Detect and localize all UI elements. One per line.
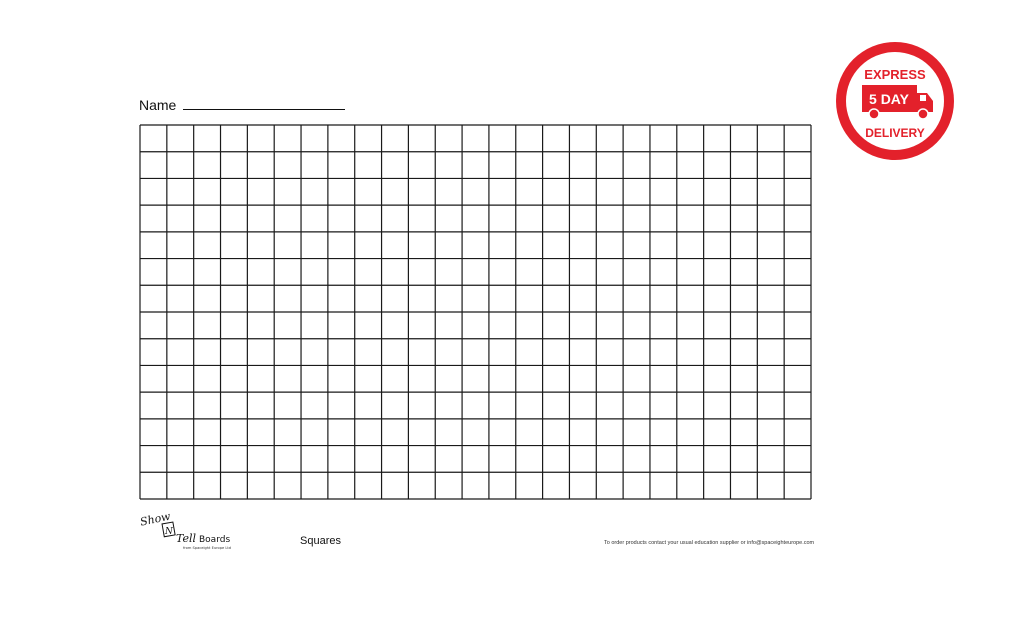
logo-tell-text: Tell	[176, 532, 197, 545]
express-delivery-badge	[835, 41, 955, 161]
badge-top-text: EXPRESS	[864, 67, 926, 82]
ordering-info-note: To order products contact your usual education supplier or info@spaceighteurope.com	[604, 540, 815, 546]
name-field	[139, 95, 345, 113]
logo-boards-text: Boards	[199, 535, 231, 545]
grid-canvas	[139, 124, 812, 500]
sheet-title: Squares	[300, 535, 341, 547]
shownTellBoards-logo	[139, 506, 251, 552]
name-label: Name	[139, 97, 177, 113]
name-write-line	[183, 109, 345, 110]
badge-bottom-text: DELIVERY	[865, 126, 925, 140]
squares-grid	[139, 124, 812, 500]
logo-show-text: Show	[139, 509, 172, 529]
logo-n-text: N	[165, 527, 173, 537]
badge-middle-text: 5 DAY	[869, 91, 909, 107]
logo-tagline: from Spaceight Europe Ltd	[183, 546, 232, 550]
